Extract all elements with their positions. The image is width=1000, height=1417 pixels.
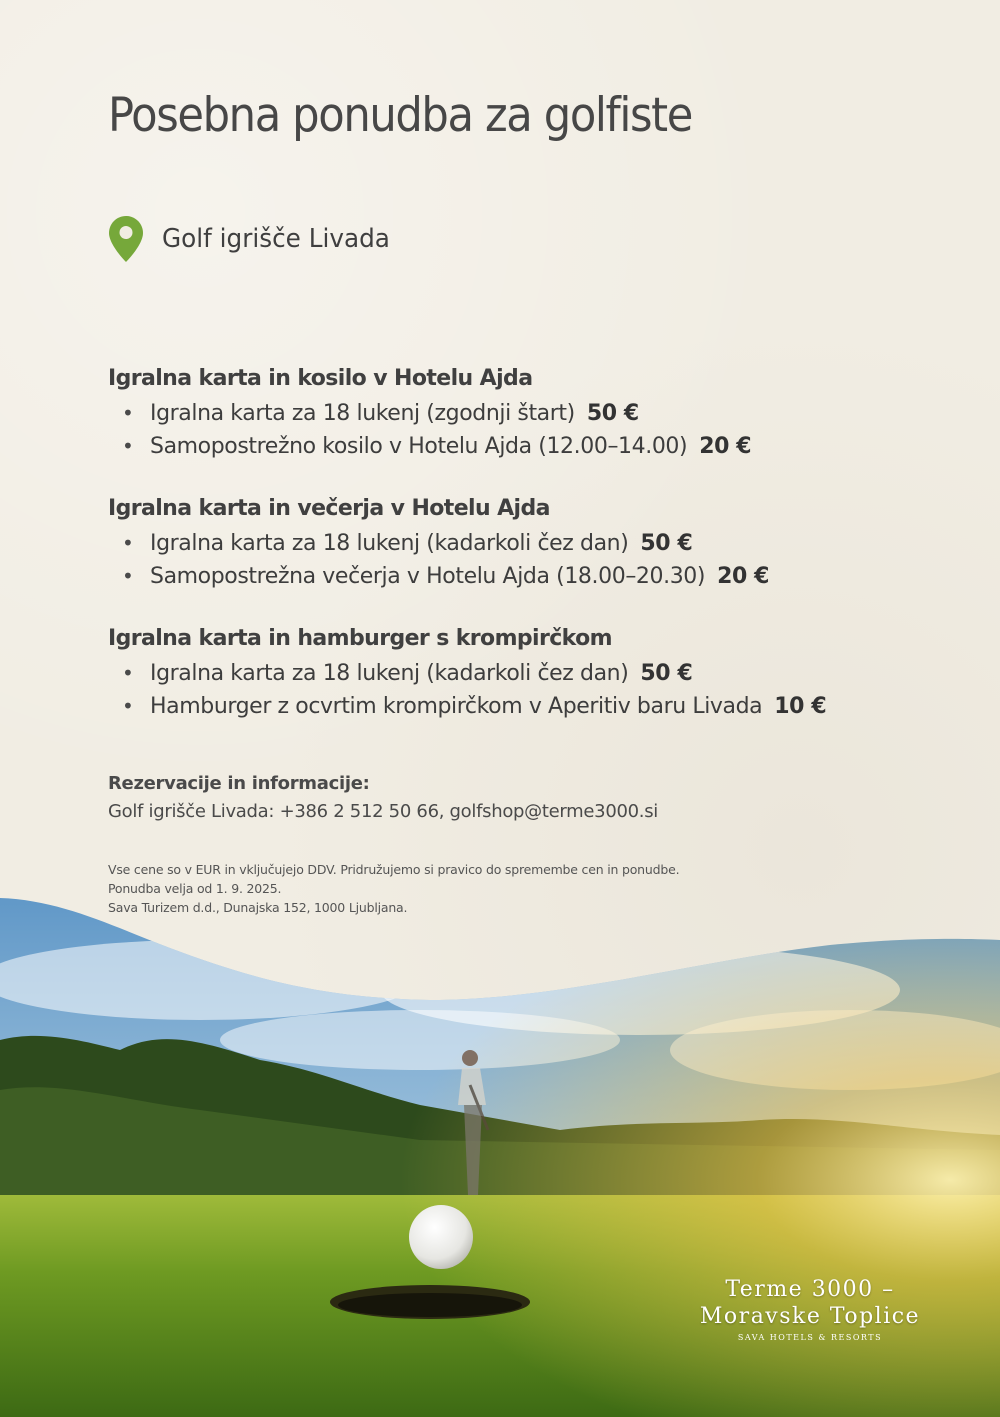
contact-text: Golf igrišče Livada: +386 2 512 50 66, golfshop@terme3000.si [108, 801, 658, 822]
offer-items [108, 527, 968, 593]
item-price: 50 € [640, 531, 693, 556]
offer-item [108, 657, 968, 690]
offer-item [108, 690, 968, 723]
item-text: Hamburger z ocvrtim krompirčkom v Aperitiv baru Livada [150, 694, 763, 719]
offer-burger [108, 624, 968, 723]
brand-logo [690, 1276, 930, 1342]
offer-title: Igralna karta in hamburger s krompirčkom [108, 626, 612, 651]
logo-subtitle: SAVA HOTELS & RESORTS [737, 1333, 883, 1342]
item-price: 50 € [640, 661, 693, 686]
offers-list [108, 364, 968, 754]
location-name: Golf igrišče Livada [162, 224, 390, 254]
offer-items [108, 397, 968, 463]
item-price: 20 € [699, 434, 752, 459]
page-title: Posebna ponudba za golfiste [108, 88, 692, 143]
contact-title: Rezervacije in informacije: [108, 773, 370, 794]
offer-title: Igralna karta in večerja v Hotelu Ajda [108, 496, 550, 521]
offer-lunch [108, 364, 968, 463]
item-text: Samopostrežno kosilo v Hotelu Ajda (12.00–14.00) [150, 434, 688, 459]
offer-item [108, 527, 968, 560]
item-text: Igralna karta za 18 lukenj (zgodnji štart) [150, 401, 575, 426]
item-text: Igralna karta za 18 lukenj (kadarkoli čez dan) [150, 531, 629, 556]
note-line: Vse cene so v EUR in vključujejo DDV. Pridružujemo si pravico do spremembe cen in ponudbe. [108, 862, 680, 877]
item-text: Samopostrežna večerja v Hotelu Ajda (18.00–20.30) [150, 564, 706, 589]
offer-title: Igralna karta in kosilo v Hotelu Ajda [108, 366, 533, 391]
offer-dinner [108, 494, 968, 593]
offer-item [108, 430, 968, 463]
offer-items [108, 657, 968, 723]
offer-item [108, 397, 968, 430]
item-price: 20 € [717, 564, 770, 589]
location [108, 214, 402, 264]
map-pin-icon [108, 215, 144, 263]
item-price: 50 € [586, 401, 639, 426]
contact-section [108, 770, 658, 826]
logo-line2: Moravske Toplice [699, 1304, 921, 1329]
item-price: 10 € [774, 694, 827, 719]
note-line: Ponudba velja od 1. 9. 2025. [108, 881, 282, 896]
note-line: Sava Turizem d.d., Dunajska 152, 1000 Ljubljana. [108, 900, 408, 915]
logo-line1: Terme 3000 – [725, 1277, 895, 1302]
item-text: Igralna karta za 18 lukenj (kadarkoli čez dan) [150, 661, 629, 686]
offer-item [108, 560, 968, 593]
